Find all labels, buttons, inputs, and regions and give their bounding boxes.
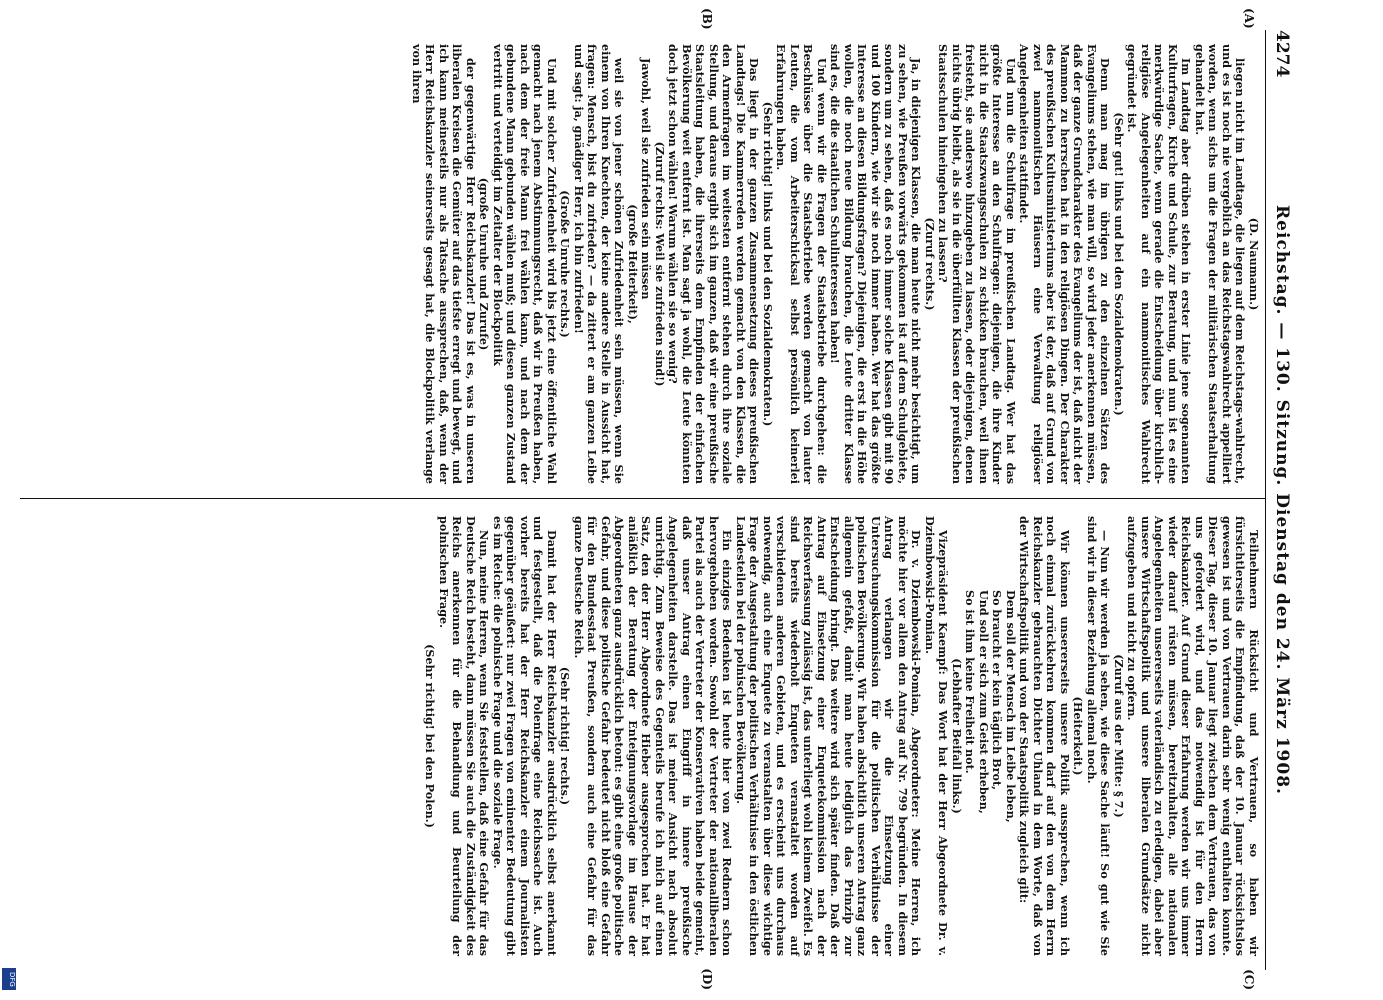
- interjection: (Sehr richtig! links und bei den Sozialdemokraten.): [761, 101, 775, 427]
- paragraph: Im Landtag aber drüben stehen in erster Linie jene sogenannten Kulturfragen, Kirche und Schule, zur Beratung, und nun ist es eine merkwürdige Sache, wenn gerade die Entscheidung über kirchlich-religiöse Angelegenheiten auf ein nammonitisches Wahlrecht gegründet ist.: [1125, 44, 1194, 484]
- interjection: (große Unruhe und Zurufe): [477, 177, 492, 351]
- interjection: (D. Naumann.): [1247, 217, 1261, 311]
- paragraph: Ja, in diejenigen Klassen, die man heute nicht mehr besichtigt, um zu sehen, wie Preußen vorwärts gekommen ist auf dem Schulgebiete, sondern um zu sehen, daß es noch immer solche Klassen gibt mit 90 und 100 Kindern, wie wir sie noch immer haben. Wer hat das größte Interesse an diesen Bildungsfragen? Diejenigen, die erst in die Höhe wollen, die noch neue Bildung brauchen, die Leute dritter Klasse sind es, die die staatlichen Schulinteressen haben!: [828, 44, 924, 484]
- paragraph: liegen nicht im Landtage, die liegen auf dem Reichstags-wahlrecht, und es ist noch nie vergeblich an das Reichstagswahlrecht appelliert worden, wenn sichs um die Fragen der militärischen Staatserhaltung gehandelt hat.: [1193, 44, 1248, 484]
- interjection: (Zuruf rechts: Weil sie zufrieden sind!): [653, 141, 667, 387]
- paragraph: Wir können unsererseits unsere Politik aussprechen, wenn ich noch einmal zurückkehren kommen darf auf den von dem Herrn Reichskanzler gebrauchten Dichter Uhland in dem Worte, daß von der Wirtschaftspolitik und von der Staatspolitik zugleich gilt:: [1017, 516, 1072, 956]
- paragraph: Denn man mag im übrigen zu den einzelnen Sätzen des Evangeliums stehen, wie man will, so wird jeder anerkennen müssen, daß der ganze Grundcharakter des Evangeliums der ist, daß nicht der Mammon zu herrschen hat in den religiösen Dingen. Der Charakter des preußischen Kultusministeriums aber ist der, daß auf Grund von zwei nammonitischen Häusern eine Verwaltung religiöser Angelegenheiten stattfindet.: [1017, 44, 1113, 484]
- interjection: (Heiterkeit.): [1071, 696, 1086, 776]
- verse-line: So ist ihm keine Freiheit not.: [963, 590, 978, 774]
- paragraph: Vizepräsident Kaempf: Das Wort hat der Herr Abgeordnete Dr. v. Dziembowski-Pomian.: [923, 516, 951, 956]
- paragraph: Teilnehmern Rücksicht und Vertrauen, so haben wir fürsichtlerseits die Empfindung, daß der 10. Januar rücksichtslos gewesen ist und von Vertrauen darin sehr wenig enthalten konnte. Dieser Tag, dieser 10. Januar liegt zwischen dem Vertrauen, das von uns gefordert wird, und das notwendig ist für den Herrn Reichskanzler. Auf Grund dieser Erfahrung werden wir uns immer wieder darauf rüsten müssen, bereitzuhalten, alle nationalen Angelegenheiten unsererseits vaterländisch zu erledigen, dabei aber unsere Wirtschaftspolitik und unsere liberalen Grundsätze nicht aufzugeben und nicht zu opfern.: [1125, 516, 1261, 956]
- interjection: (Sehr richtig! bei den Polen.): [423, 644, 438, 828]
- paragraph: Jawohl, weil sie zufrieden sein müssen: [639, 58, 654, 300]
- paragraph: Dr. v. Dziembowski-Pomian, Abgeordneter: Meine Herren, ich möchte hier vor allem den Antrag auf Nr. 799 begründen. In diesem Antrag verlangen wir die Einsetzung einer Untersuchungskommission für die politischen Verhältnisse der polnischen Bevölkerung. Wir haben absichtlich unseren Antrag ganz allgemein gefaßt, damit man heute lediglich das Prinzip zur Entscheidung bringt. Das weitere wird sich später finden. Daß der Antrag auf Einsetzung einer Enquetekommission nach der Reichsverfassung zulässig ist, das unterliegt wohl keinem Zweifel. Es sind bereits wiederholt Enqueten veranstaltet worden auf verschiedenen anderen Gebieten, und es erscheint uns durchaus notwendig, auch eine Enquete zu veranstalten über diese wichtige Frage der Ausgestaltung der politischen Verhältnisse in den östlichen Landesteilen bei der polnischen Bevölkerung.: [734, 516, 924, 956]
- paragraph: Damit hat der Herr Reichskanzler ausdrücklich selbst anerkannt und festgestellt, daß die Polenfrage eine Reichssache ist. Auch vorher bereits hat der Herr Reichskanzler einem Journalisten gegenüber geäußert: nur zwei Fragen von eminenter Bedeutung gibt es im Reiche: die polnische Frage und die soziale Frage.: [491, 516, 559, 956]
- paragraph: Das liegt in der ganzen Zusammensetzung dieses preußischen Landtags! Die Kammerreden werden gemacht von den Klassen, die den Armenfragen im weitesten entfernt stehen durch ihre soziale Stellung, und daraus ergibt sich im ganzen, daß wir eine preußische Staatsleitung haben, die ihrerseits dem Empfinden der einfachen Bevölkerung weit entfernt ist. Man sagt ja wohl, die Leute könnten doch jetzt schon wählen! Warum wählen sie so wenig?: [666, 44, 762, 484]
- interjection: (Große Unruhe rechts.): [558, 190, 573, 338]
- paragraph: — Nun wir werden ja sehen, wie diese Sache läuft! So gut wie Sie sind wir in dieser Beziehung allemal noch.: [1085, 516, 1113, 956]
- interjection: (große Heiterkeit),: [626, 204, 640, 324]
- paragraph: Nun, meine Herren, wenn Sie feststellen, daß eine Gefahr für das Deutsche Reich besteht, dann müssen Sie auch die Zuständigkeit des Reichs anerkennen für die Behandlung und Beurteilung der polnischen Frage.: [437, 516, 492, 956]
- verse-line: Dem soll der Mensch im Leibe leben,: [1004, 590, 1018, 823]
- interjection: (Sehr richtig! rechts.): [558, 666, 573, 806]
- paragraph: Ein einziges Bedenken ist heute hier von zwei Rednern schon hervorgehoben worden. Sowohl der Vertreter der nationalliberalen Partei als auch der Vertreter der Konservativen haben beide gemeint, daß unser Antrag einen Eingriff in innere preußische Angelegenheiten darstelle. Das ist meiner Ansicht nach absolut unrichtig. Zum Beweise des Gegenteils berufe ich mich auf einen Satz, den der Herr Abgeordnete Hieber ausgesprochen hat. Er hat anläßlich der Beratung der Enteignungsvorlage im Hause der Abgeordneten ganz ausdrücklich betont: es gibt eine große politische Gefahr, und diese politische Gefahr bedeutet nicht bloß eine Gefahr für den Bundesstaat Preußen, sondern auch eine Gefahr für das ganze Deutsche Reich.: [572, 516, 735, 956]
- interjection: (Zuruf aus der Mitte: § 7.): [1112, 654, 1126, 818]
- right-column: [423, 516, 1260, 956]
- left-column: [410, 44, 1261, 484]
- page-title: Reichstag. — 130. Sitzung. Dienstag den 24. März 1908.: [1272, 205, 1292, 795]
- header-rule: [1265, 30, 1266, 970]
- paragraph: Und nun die Schulfrage im preußischen Landtag. Wer hat das größte Interesse an den Schulfragen: diejenigen, die ihre Kinder nicht in die Staatszwangsschulen zu schicken brauchen, weil ihnen freisteht, sie anderswo hinzugeben zu lassen, oder diejenigen, denen nichts übrig bleibt, als sie in die überfüllten Klassen der preußischen Staatsschulen hineingehen zu lassen?: [936, 44, 1018, 484]
- page-number: 4274: [1272, 30, 1292, 78]
- margin-letter-b: (B): [700, 8, 714, 30]
- margin-letter-a: (A): [1242, 8, 1256, 29]
- paragraph: Und mit solcher Zufriedenheit wird bis jetzt eine öffentliche Wahl gemacht nach jenem Abstimmungsrecht, daß wir in Preußen haben, nach dem der freie Mann frei wählen kann, und nach dem der gebundene Mann gebunden wählen muß; und diesen ganzen Zustand vertritt und verteidigt im Zeitalter der Blockpolitik: [491, 44, 559, 484]
- verse-line: So braucht er kein täglich Brot,: [990, 590, 1005, 791]
- dfg-logo: DFG: [2, 968, 16, 990]
- paragraph: Und wenn wir die Fragen der Staatsbetriebe durchgehen: die Beschlüsse über die Staatsbetriebe werden gemacht von lauter Leuten, die vom Arbeiterschicksal selbst persönlich keinerlei Erfahrungen haben.: [774, 44, 829, 484]
- margin-letter-c: (C): [1242, 969, 1256, 990]
- paragraph: der gegenwärtige Herr Reichskanzler! Das ist es, was in unseren liberalen Kreisen die Gemüter auf das tiefste erregt und bewegt, und ich kann meinesteils nur als Tatsache aussprechen, daß, wenn der Herr Reichskanzler seinerseits gesagt hat, die Blockpolitik verlange von ihren: [410, 44, 478, 484]
- paragraph: weil sie von jener schönen Zufriedenheit sein müssen, wenn Sie einem von Ihren Knechten, der keine andere Stelle in Aussicht hat, fragen: Mensch, bist du zufrieden? — da zittert er am ganzen Leibe und sagt: ja, gnädiger Herr, ich bin zufrieden!: [572, 44, 627, 484]
- interjection: (Lebhafter Beifall links.): [950, 658, 964, 814]
- verse-line: Und soll er sich zum Geist erheben,: [977, 590, 991, 814]
- interjection: (Zuruf rechts.): [923, 217, 937, 311]
- column-rule: [20, 498, 1266, 499]
- interjection: (Sehr gut! links und bei den Sozialdemokraten.): [1112, 112, 1126, 416]
- margin-letter-d: (D): [700, 968, 714, 990]
- page-header: [1264, 30, 1294, 970]
